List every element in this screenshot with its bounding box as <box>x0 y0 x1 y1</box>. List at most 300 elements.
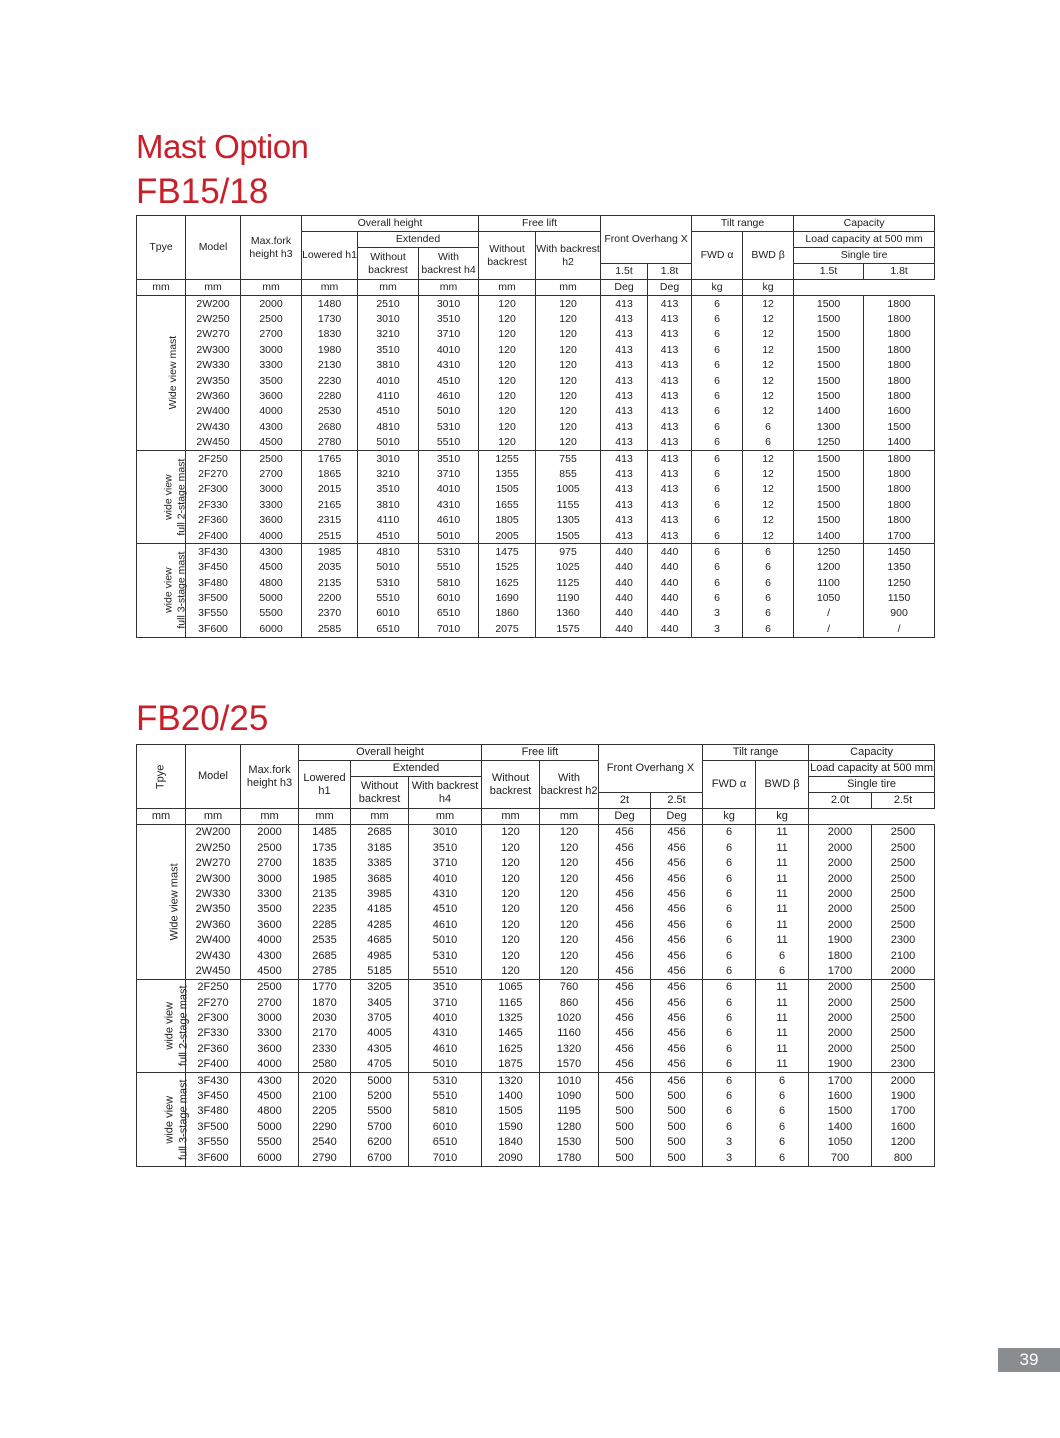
header-front-overhang: Front Overhang X <box>601 216 692 264</box>
value-cell: 3 <box>703 1150 756 1166</box>
value-cell: 3810 <box>358 358 419 373</box>
table-row <box>137 590 935 605</box>
value-cell: 1025 <box>536 560 601 575</box>
header-capacity: Capacity <box>794 216 935 232</box>
value-cell: 3210 <box>358 466 419 481</box>
table-row <box>137 342 935 357</box>
value-cell: 1800 <box>864 466 935 481</box>
value-cell: 120 <box>540 917 599 932</box>
value-cell: 2020 <box>299 1073 351 1089</box>
table-row <box>137 544 935 560</box>
model-cell: 2W450 <box>186 964 241 980</box>
value-cell: 6 <box>692 450 743 466</box>
unit-cell: mm <box>302 280 358 296</box>
table-row <box>137 373 935 388</box>
table-row <box>137 311 935 326</box>
value-cell: 1735 <box>299 840 351 855</box>
table-row <box>137 621 935 637</box>
value-cell: 3300 <box>241 497 302 512</box>
value-cell: 11 <box>756 871 809 886</box>
value-cell: 120 <box>536 296 601 312</box>
value-cell: 440 <box>648 606 692 621</box>
value-cell: 11 <box>756 825 809 841</box>
value-cell: 5010 <box>358 560 419 575</box>
value-cell: 1450 <box>864 544 935 560</box>
value-cell: 1900 <box>809 1057 872 1073</box>
value-cell: 3300 <box>241 887 299 902</box>
value-cell: 456 <box>651 1026 703 1041</box>
value-cell: 6 <box>703 1073 756 1089</box>
value-cell: 6 <box>743 590 794 605</box>
value-cell: 6510 <box>358 621 419 637</box>
value-cell: 120 <box>482 825 540 841</box>
header-free-without-backrest: Without backrest <box>482 761 540 809</box>
table-row <box>137 404 935 419</box>
value-cell: 1280 <box>540 1119 599 1134</box>
value-cell: 120 <box>482 917 540 932</box>
value-cell: 3385 <box>351 856 409 871</box>
value-cell: 4500 <box>241 435 302 451</box>
value-cell: 2000 <box>809 1041 872 1056</box>
value-cell: 2035 <box>302 560 358 575</box>
value-cell: 456 <box>599 902 651 917</box>
value-cell: 1770 <box>299 979 351 995</box>
value-cell: 11 <box>756 917 809 932</box>
value-cell: 1475 <box>479 544 536 560</box>
unit-cell: Deg <box>651 809 703 825</box>
value-cell: 120 <box>536 311 601 326</box>
value-cell: 120 <box>540 948 599 963</box>
group-label-line: wide view <box>162 567 175 614</box>
value-cell: 413 <box>648 497 692 512</box>
header-lowered: Lowered h1 <box>302 232 358 280</box>
value-cell: 4500 <box>241 1089 299 1104</box>
value-cell: 1900 <box>809 933 872 948</box>
value-cell: 4005 <box>351 1026 409 1041</box>
value-cell: 12 <box>743 342 794 357</box>
value-cell: 6 <box>703 995 756 1010</box>
value-cell: 440 <box>648 575 692 590</box>
value-cell: 3710 <box>409 856 482 871</box>
value-cell: 4300 <box>241 948 299 963</box>
value-cell: 500 <box>599 1104 651 1119</box>
value-cell: 6 <box>703 948 756 963</box>
unit-cell: Deg <box>599 809 651 825</box>
unit-cell: mm <box>186 280 241 296</box>
header-free-lift: Free lift <box>479 216 601 232</box>
value-cell: 2000 <box>809 979 872 995</box>
group-label-line: wide view <box>163 1002 176 1050</box>
table-row <box>137 575 935 590</box>
value-cell: 3000 <box>241 871 299 886</box>
value-cell: 6 <box>703 933 756 948</box>
group-label-line: full 3-stage mast <box>177 1079 190 1160</box>
value-cell: 12 <box>743 327 794 342</box>
value-cell: 2100 <box>872 948 935 963</box>
group-label-line: full 2-stage mast <box>175 458 188 536</box>
value-cell: 4300 <box>241 419 302 434</box>
value-cell: 2700 <box>241 856 299 871</box>
value-cell: 456 <box>599 1073 651 1089</box>
unit-cell: mm <box>241 809 299 825</box>
model-cell: 3F600 <box>186 621 241 637</box>
model-cell: 3F450 <box>186 1089 241 1104</box>
table-row <box>137 871 935 886</box>
value-cell: 500 <box>651 1104 703 1119</box>
value-cell: 456 <box>651 1057 703 1073</box>
value-cell: 3000 <box>241 1011 299 1026</box>
table-title-fb15-18: FB15/18 <box>136 172 269 211</box>
value-cell: 2500 <box>241 979 299 995</box>
value-cell: 5000 <box>241 1119 299 1134</box>
value-cell: 456 <box>651 933 703 948</box>
value-cell: 1500 <box>794 450 864 466</box>
value-cell: 2685 <box>351 825 409 841</box>
value-cell: 1195 <box>540 1104 599 1119</box>
header-max-fork-height: Max.fork height h3 <box>241 745 299 809</box>
value-cell: 413 <box>648 404 692 419</box>
value-cell: 120 <box>479 404 536 419</box>
value-cell: 500 <box>651 1135 703 1150</box>
header-tilt-range: Tilt range <box>703 745 809 761</box>
value-cell: 6 <box>692 388 743 403</box>
value-cell: 413 <box>601 466 648 481</box>
table-row <box>137 840 935 855</box>
value-cell: 5310 <box>409 948 482 963</box>
value-cell: 1485 <box>299 825 351 841</box>
value-cell: 1065 <box>482 979 540 995</box>
value-cell: 2515 <box>302 528 358 544</box>
value-cell: 500 <box>651 1150 703 1166</box>
value-cell: 456 <box>599 979 651 995</box>
header-ext-without-backrest: Without backrest <box>351 777 409 809</box>
value-cell: 1800 <box>864 482 935 497</box>
table-row <box>137 1089 935 1104</box>
value-cell: 3500 <box>241 373 302 388</box>
table-row <box>137 466 935 481</box>
value-cell: 456 <box>599 933 651 948</box>
value-cell: 6 <box>692 419 743 434</box>
value-cell: 1700 <box>809 1073 872 1089</box>
group-label-text <box>164 1079 192 1160</box>
value-cell: 4510 <box>419 373 479 388</box>
value-cell: 6 <box>703 979 756 995</box>
value-cell: 500 <box>599 1119 651 1134</box>
value-cell: 3510 <box>409 840 482 855</box>
value-cell: 2535 <box>299 933 351 948</box>
value-cell: 4500 <box>241 964 299 980</box>
value-cell: 456 <box>599 1057 651 1073</box>
value-cell: 2170 <box>299 1026 351 1041</box>
value-cell: 6 <box>692 404 743 419</box>
group-label-line: wide view <box>162 474 175 520</box>
value-cell: 1480 <box>302 296 358 312</box>
value-cell: 1500 <box>809 1104 872 1119</box>
value-cell: 4610 <box>409 1041 482 1056</box>
value-cell: 1800 <box>864 342 935 357</box>
value-cell: 1780 <box>540 1150 599 1166</box>
value-cell: 2540 <box>299 1135 351 1150</box>
group-label-text <box>169 863 183 940</box>
value-cell: 456 <box>599 995 651 1010</box>
value-cell: 5010 <box>419 528 479 544</box>
value-cell: 5510 <box>419 560 479 575</box>
value-cell: 1860 <box>479 606 536 621</box>
value-cell: 5310 <box>358 575 419 590</box>
header-bwd: BWD β <box>743 232 794 280</box>
group-label <box>137 1073 190 1166</box>
group-label-text <box>164 986 192 1067</box>
value-cell: 3 <box>692 621 743 637</box>
value-cell: 6510 <box>419 606 479 621</box>
value-cell: 2280 <box>302 388 358 403</box>
unit-cell: mm <box>479 280 536 296</box>
value-cell: 2230 <box>302 373 358 388</box>
value-cell: 120 <box>482 948 540 963</box>
value-cell: 456 <box>651 856 703 871</box>
unit-cell: kg <box>703 809 756 825</box>
value-cell: 12 <box>743 497 794 512</box>
value-cell: 120 <box>479 342 536 357</box>
value-cell: 1320 <box>540 1041 599 1056</box>
value-cell: 4510 <box>358 528 419 544</box>
value-cell: 12 <box>743 373 794 388</box>
value-cell: 2330 <box>299 1041 351 1056</box>
header-ext-with-backrest: With backrest h4 <box>409 777 482 809</box>
value-cell: 2500 <box>872 979 935 995</box>
value-cell: 1800 <box>864 450 935 466</box>
value-cell: 1400 <box>809 1119 872 1134</box>
value-cell: 3685 <box>351 871 409 886</box>
model-cell: 2W350 <box>186 373 241 388</box>
value-cell: 413 <box>601 482 648 497</box>
value-cell: 4310 <box>409 1026 482 1041</box>
value-cell: 1350 <box>864 560 935 575</box>
value-cell: 2785 <box>299 964 351 980</box>
value-cell: 4305 <box>351 1041 409 1056</box>
header-load-capacity: Load capacity at 500 mm <box>809 761 935 777</box>
value-cell: 2700 <box>241 466 302 481</box>
table-row <box>137 450 935 466</box>
value-cell: 4510 <box>409 902 482 917</box>
value-cell: 6000 <box>241 621 302 637</box>
model-cell: 2W430 <box>186 948 241 963</box>
value-cell: 6 <box>743 419 794 434</box>
value-cell: 800 <box>872 1150 935 1166</box>
value-cell: 2000 <box>809 840 872 855</box>
value-cell: 1165 <box>482 995 540 1010</box>
value-cell: 2165 <box>302 497 358 512</box>
value-cell: 12 <box>743 296 794 312</box>
value-cell: 6 <box>703 856 756 871</box>
model-cell: 2W270 <box>186 856 241 871</box>
value-cell: 120 <box>479 311 536 326</box>
header-free-with-backrest: With backrest h2 <box>540 761 599 809</box>
value-cell: 3810 <box>358 497 419 512</box>
value-cell: 1800 <box>864 296 935 312</box>
value-cell: 120 <box>536 419 601 434</box>
value-cell: 413 <box>601 497 648 512</box>
value-cell: 5810 <box>419 575 479 590</box>
header-ext-with-backrest: With backrest h4 <box>419 248 479 280</box>
value-cell: 3510 <box>358 342 419 357</box>
model-cell: 2F360 <box>186 1041 241 1056</box>
value-cell: 6 <box>703 964 756 980</box>
value-cell: 1505 <box>482 1104 540 1119</box>
model-cell: 2W450 <box>186 435 241 451</box>
value-cell: 6 <box>703 1041 756 1056</box>
value-cell: 2510 <box>358 296 419 312</box>
value-cell: 1010 <box>540 1073 599 1089</box>
value-cell: 6010 <box>419 590 479 605</box>
value-cell: 2500 <box>872 856 935 871</box>
model-cell: 2W200 <box>186 825 241 841</box>
value-cell: 5200 <box>351 1089 409 1104</box>
value-cell: 1400 <box>864 435 935 451</box>
value-cell: 456 <box>651 902 703 917</box>
value-cell: 456 <box>651 964 703 980</box>
header-single-tire: Single tire <box>794 248 935 264</box>
model-cell: 2F270 <box>186 466 241 481</box>
value-cell: 5500 <box>241 1135 299 1150</box>
model-cell: 2F250 <box>186 450 241 466</box>
value-cell: 4500 <box>241 560 302 575</box>
header-overall-height: Overall height <box>302 216 479 232</box>
value-cell: 3510 <box>419 311 479 326</box>
value-cell: / <box>794 621 864 637</box>
value-cell: 440 <box>648 560 692 575</box>
value-cell: 3000 <box>241 342 302 357</box>
value-cell: 4285 <box>351 917 409 932</box>
value-cell: 12 <box>743 528 794 544</box>
model-cell: 2F360 <box>186 512 241 527</box>
value-cell: 1985 <box>299 871 351 886</box>
value-cell: 2000 <box>809 825 872 841</box>
value-cell: 440 <box>601 560 648 575</box>
value-cell: 120 <box>536 404 601 419</box>
value-cell: 3010 <box>409 825 482 841</box>
value-cell: 1530 <box>540 1135 599 1150</box>
value-cell: 975 <box>536 544 601 560</box>
value-cell: 1125 <box>536 575 601 590</box>
value-cell: 1700 <box>864 528 935 544</box>
value-cell: 2200 <box>302 590 358 605</box>
value-cell: 1800 <box>864 358 935 373</box>
value-cell: 2780 <box>302 435 358 451</box>
value-cell: 5510 <box>409 964 482 980</box>
value-cell: 440 <box>601 575 648 590</box>
group-label-text <box>162 552 188 629</box>
value-cell: / <box>794 606 864 621</box>
value-cell: 1875 <box>482 1057 540 1073</box>
value-cell: 1250 <box>794 435 864 451</box>
value-cell: 4800 <box>241 575 302 590</box>
unit-cell: kg <box>743 280 794 296</box>
value-cell: 1160 <box>540 1026 599 1041</box>
value-cell: 1465 <box>482 1026 540 1041</box>
value-cell: 4010 <box>358 373 419 388</box>
value-cell: 4310 <box>419 497 479 512</box>
value-cell: 1250 <box>864 575 935 590</box>
table-row <box>137 1150 935 1166</box>
value-cell: 456 <box>651 840 703 855</box>
unit-cell: mm <box>419 280 479 296</box>
value-cell: 456 <box>599 887 651 902</box>
value-cell: 413 <box>648 482 692 497</box>
value-cell: 500 <box>599 1089 651 1104</box>
unit-cell: Deg <box>601 280 648 296</box>
spec-table-fb20-25 <box>136 744 935 1167</box>
value-cell: 6 <box>692 560 743 575</box>
value-cell: 2790 <box>299 1150 351 1166</box>
table-row <box>137 1011 935 1026</box>
value-cell: 1500 <box>864 419 935 434</box>
value-cell: 2500 <box>241 840 299 855</box>
value-cell: 456 <box>599 1026 651 1041</box>
value-cell: 1090 <box>540 1089 599 1104</box>
header-max-fork-height: Max.fork height h3 <box>241 216 302 280</box>
model-cell: 3F480 <box>186 575 241 590</box>
group-label-text <box>167 336 180 410</box>
value-cell: 1800 <box>809 948 872 963</box>
value-cell: 120 <box>540 871 599 886</box>
value-cell: 120 <box>536 388 601 403</box>
value-cell: 456 <box>599 840 651 855</box>
value-cell: 5810 <box>409 1104 482 1119</box>
header-ext-without-backrest: Without backrest <box>358 248 419 280</box>
value-cell: 3300 <box>241 358 302 373</box>
value-cell: 1800 <box>864 373 935 388</box>
value-cell: 1865 <box>302 466 358 481</box>
value-cell: 3600 <box>241 917 299 932</box>
page-number: 39 <box>998 1348 1060 1372</box>
value-cell: 120 <box>536 327 601 342</box>
header-type: Tpye <box>137 216 186 280</box>
value-cell: 120 <box>540 856 599 871</box>
value-cell: 1900 <box>872 1089 935 1104</box>
value-cell: 2090 <box>482 1150 540 1166</box>
value-cell: 120 <box>482 964 540 980</box>
value-cell: 456 <box>599 871 651 886</box>
model-cell: 2W330 <box>186 887 241 902</box>
value-cell: 6 <box>743 544 794 560</box>
unit-cell: mm <box>137 280 186 296</box>
value-cell: 11 <box>756 995 809 1010</box>
value-cell: 4110 <box>358 512 419 527</box>
value-cell: 1500 <box>794 342 864 357</box>
value-cell: 2700 <box>241 327 302 342</box>
value-cell: 1500 <box>794 373 864 388</box>
value-cell: 4185 <box>351 902 409 917</box>
value-cell: 1625 <box>482 1041 540 1056</box>
value-cell: 2000 <box>809 856 872 871</box>
model-cell: 2W400 <box>186 404 241 419</box>
value-cell: 3185 <box>351 840 409 855</box>
header-overhang-sub2: 2.5t <box>651 793 703 809</box>
table-row <box>137 933 935 948</box>
value-cell: 456 <box>651 995 703 1010</box>
table-row <box>137 606 935 621</box>
value-cell: 1800 <box>864 311 935 326</box>
value-cell: 1700 <box>872 1104 935 1119</box>
value-cell: 1300 <box>794 419 864 434</box>
table-row <box>137 995 935 1010</box>
value-cell: 456 <box>651 887 703 902</box>
header-model: Model <box>186 216 241 280</box>
value-cell: 120 <box>482 933 540 948</box>
unit-cell: Deg <box>648 280 692 296</box>
value-cell: 4985 <box>351 948 409 963</box>
